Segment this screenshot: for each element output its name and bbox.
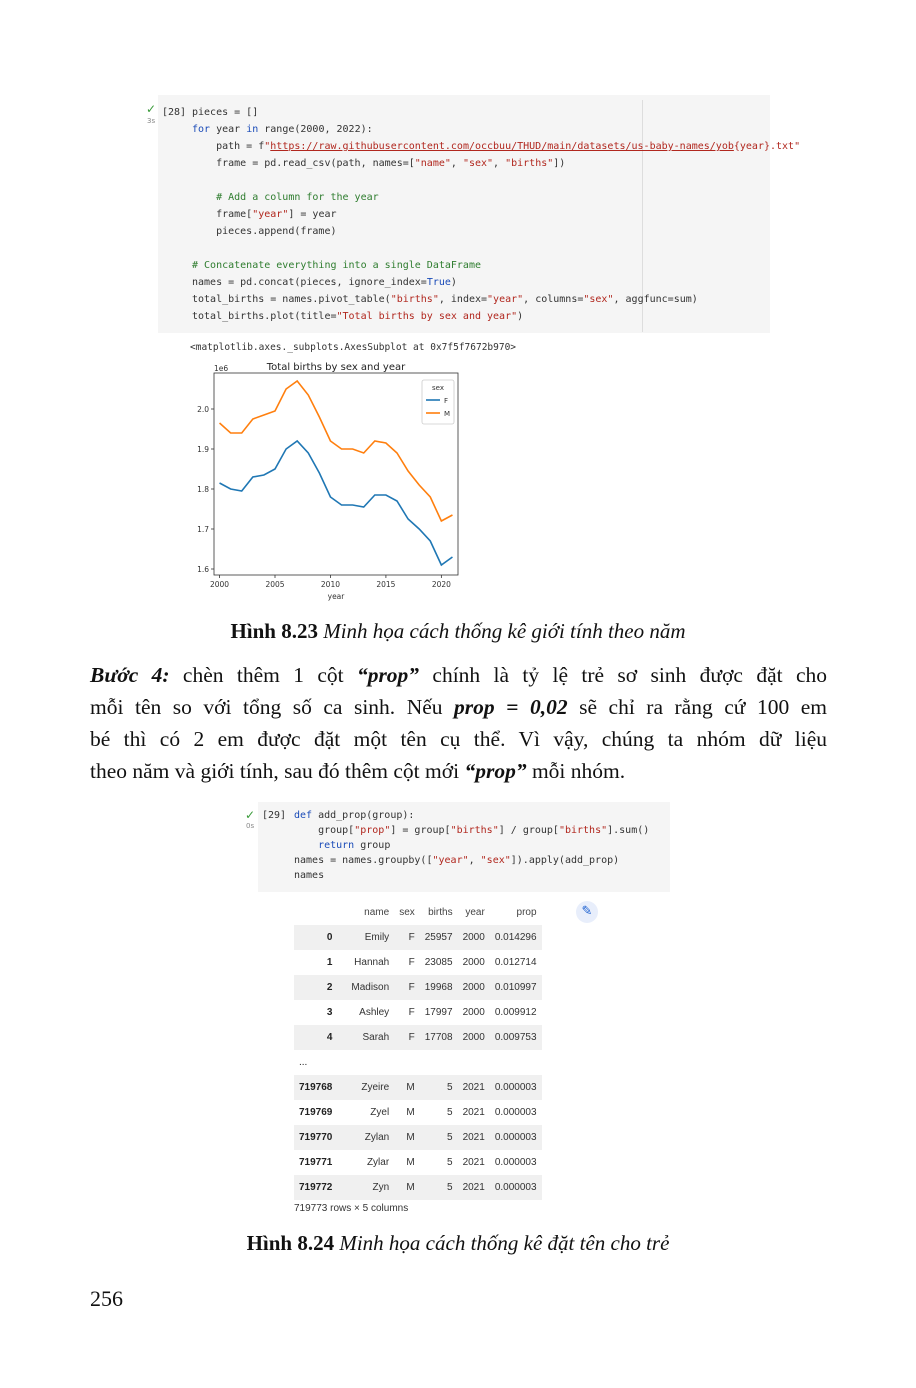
emphasis-text: “prop” xyxy=(464,759,527,783)
code-token: names = names.groupby([ xyxy=(294,855,433,866)
table-cell: 2021 xyxy=(458,1125,490,1150)
paragraph-text: sẽ chỉ ra rằng cứ 100 em xyxy=(567,695,827,719)
table-cell: 19968 xyxy=(420,975,458,1000)
table-cell: 17708 xyxy=(420,1025,458,1050)
row-index: 3 xyxy=(326,1007,333,1018)
code-token: total_births = names.pivot_table( xyxy=(192,294,391,305)
row-index: 719772 xyxy=(294,1175,346,1200)
table-cell: Zyel xyxy=(370,1107,390,1118)
code-token: , columns= xyxy=(523,294,584,305)
caption-label: Hình 8.23 xyxy=(230,619,318,643)
cell-2-code-line xyxy=(294,823,649,838)
table-cell: 0.009912 xyxy=(494,1007,537,1018)
cell-1-exec-time: 3s xyxy=(147,117,156,125)
cell-2-code-line xyxy=(294,868,649,883)
emphasis-text: “prop” xyxy=(356,663,420,687)
table-cell: Zyeire xyxy=(346,1075,394,1100)
code-token: ]) xyxy=(553,158,566,169)
table-cell: 0.009753 xyxy=(490,1025,542,1050)
table-cell xyxy=(420,1050,458,1075)
cell-1-code-line xyxy=(192,274,800,291)
x-tick-label: 2020 xyxy=(431,580,451,589)
table-cell xyxy=(490,1050,542,1075)
row-index: 0 xyxy=(294,925,346,950)
code-token: # Add a column for the year xyxy=(192,192,379,203)
cell-1-code xyxy=(192,104,800,325)
code-token: for xyxy=(192,124,211,135)
table-cell: 0.014296 xyxy=(490,925,542,950)
code-token: total_births.plot(title= xyxy=(192,311,337,322)
figure-caption-8-23 xyxy=(0,619,916,644)
row-index: 719771 xyxy=(299,1157,333,1168)
code-token: "sex" xyxy=(480,855,511,866)
column-header xyxy=(294,900,346,925)
cell-1-code-line xyxy=(192,121,800,138)
legend-entry-M: M xyxy=(444,410,451,418)
table-cell: 5 xyxy=(447,1157,453,1168)
column-header: prop xyxy=(516,907,537,918)
table-cell: 2021 xyxy=(462,1107,485,1118)
table-cell: 25957 xyxy=(420,925,458,950)
cell-1-code-line xyxy=(192,155,800,172)
cell-1-code-line xyxy=(192,223,800,240)
table-cell: M xyxy=(394,1075,420,1100)
table-row xyxy=(294,1150,542,1175)
table-cell xyxy=(458,1050,490,1075)
step-4-paragraph xyxy=(90,659,827,787)
paragraph-text: chèn thêm 1 cột xyxy=(169,663,357,687)
table-cell: F xyxy=(394,925,420,950)
y-tick-label: 1.8 xyxy=(197,485,209,494)
cell-2-code xyxy=(294,808,649,883)
cell-2-code-line xyxy=(294,808,649,823)
table-cell: Zylan xyxy=(346,1125,394,1150)
row-index: 1 xyxy=(326,957,333,968)
code-token: ) xyxy=(450,277,457,288)
code-token: def xyxy=(294,810,313,821)
dataframe-output xyxy=(294,900,542,1200)
table-cell: 2000 xyxy=(462,1007,485,1018)
caption-label-2: Hình 8.24 xyxy=(246,1231,335,1255)
table-cell: 2000 xyxy=(458,925,490,950)
caption-text-2: Minh họa cách thống kê đặt tên cho trẻ xyxy=(334,1231,670,1255)
legend-entry-F: F xyxy=(444,397,449,405)
table-cell: Madison xyxy=(346,975,394,1000)
table-cell: 5 xyxy=(447,1107,453,1118)
table-cell: F xyxy=(394,975,420,1000)
table-cell: 0.000003 xyxy=(490,1075,542,1100)
emphasis-text: Bước 4: xyxy=(90,663,170,687)
row-index: ... xyxy=(299,1057,308,1068)
chart-title: Total births by sex and year xyxy=(266,362,406,373)
births-line-chart xyxy=(186,358,466,608)
table-row xyxy=(294,925,542,950)
paragraph-line xyxy=(90,723,827,755)
cell-1-code-line xyxy=(192,138,800,155)
table-cell: 0.000003 xyxy=(494,1157,537,1168)
code-token: return xyxy=(294,840,355,851)
table-cell: F xyxy=(408,1007,415,1018)
figure-caption-8-24 xyxy=(0,1231,916,1256)
code-token: pieces.append(frame) xyxy=(192,226,337,237)
y-tick-label: 1.6 xyxy=(197,565,209,574)
table-row xyxy=(294,950,542,975)
page-number: 256 xyxy=(90,1286,123,1311)
table-cell: 0.000003 xyxy=(490,1175,542,1200)
table-cell: 0.012714 xyxy=(494,957,537,968)
row-index: 719769 xyxy=(299,1107,333,1118)
table-header-row xyxy=(294,900,542,925)
table-row xyxy=(294,1025,542,1050)
table-cell: M xyxy=(394,1175,420,1200)
paragraph-line xyxy=(90,755,827,787)
table-row xyxy=(294,1000,542,1025)
table-cell: M xyxy=(394,1125,420,1150)
table-cell: 2021 xyxy=(462,1157,485,1168)
cell-1-code-line xyxy=(192,308,800,325)
table-cell: Hannah xyxy=(354,957,390,968)
table-row xyxy=(294,1100,542,1125)
table-row xyxy=(294,1075,542,1100)
code-token: "name" xyxy=(414,158,451,169)
code-token: names = pd.concat(pieces, ignore_index= xyxy=(192,277,427,288)
code-token: ].sum() xyxy=(607,825,650,836)
code-token: "sex" xyxy=(462,158,494,169)
code-token: frame = pd.read_csv(path, names=[ xyxy=(192,158,415,169)
table-cell xyxy=(346,1050,394,1075)
y-offset-label: 1e6 xyxy=(214,364,229,373)
cell-1-code-line xyxy=(192,206,800,223)
code-token: "prop" xyxy=(354,825,391,836)
table-cell: 0.010997 xyxy=(490,975,542,1000)
code-token: ] / group[ xyxy=(498,825,559,836)
code-token: True xyxy=(426,277,451,288)
code-token: , aggfunc=sum) xyxy=(613,294,698,305)
table-cell: M xyxy=(406,1107,415,1118)
code-token: "births" xyxy=(390,294,439,305)
table-cell: 5 xyxy=(420,1125,458,1150)
code-token: # Concatenate everything into a single DataFrame xyxy=(192,260,481,271)
table-row xyxy=(294,1125,542,1150)
dataframe-shape: 719773 rows × 5 columns xyxy=(294,1203,409,1214)
cell-1-code-line xyxy=(192,104,800,121)
code-token: range(2000, 2022): xyxy=(258,124,373,135)
code-token: , index= xyxy=(438,294,488,305)
table-cell: F xyxy=(394,1025,420,1050)
code-token: , xyxy=(450,158,463,169)
cell-2-code-line xyxy=(294,838,649,853)
table-cell: Zyn xyxy=(346,1175,394,1200)
code-token: , xyxy=(493,158,506,169)
x-axis-label: year xyxy=(327,592,345,601)
table-cell: 2000 xyxy=(458,1025,490,1050)
cell-2-exec-time: 0s xyxy=(246,822,255,830)
dataframe-table xyxy=(294,900,542,1200)
code-token: add_prop(group): xyxy=(312,810,415,821)
x-tick-label: 2015 xyxy=(376,580,396,589)
cell-1-code-line xyxy=(192,240,800,257)
code-token: " xyxy=(264,141,271,152)
table-cell: F xyxy=(408,957,415,968)
run-status-check-icon: ✓ xyxy=(146,102,157,116)
magic-wand-icon[interactable]: ✎ xyxy=(576,901,598,923)
code-token: group xyxy=(354,840,391,851)
paragraph-line xyxy=(90,691,827,723)
series-line-F xyxy=(220,441,453,565)
code-token: names xyxy=(294,870,325,881)
column-header: sex xyxy=(399,907,415,918)
paragraph-text: theo năm và giới tính, sau đó thêm cột mới xyxy=(90,759,465,783)
caption-text: Minh họa cách thống kê giới tính theo năm xyxy=(317,619,686,643)
code-token: path = f xyxy=(192,141,265,152)
table-cell: 5 xyxy=(420,1175,458,1200)
cell-2-code-line xyxy=(294,853,649,868)
table-cell: M xyxy=(406,1157,415,1168)
table-cell: 17997 xyxy=(424,1007,453,1018)
plot-frame xyxy=(214,373,458,575)
table-cell: 0.000003 xyxy=(494,1107,537,1118)
table-row xyxy=(294,1175,542,1200)
code-token: "year" xyxy=(487,294,524,305)
table-cell: 2000 xyxy=(458,975,490,1000)
table-cell: 2000 xyxy=(462,957,485,968)
paragraph-text: bé thì có 2 em được đặt một tên cụ thể. Vì vậy, chúng ta nhóm dữ liệu xyxy=(90,727,827,751)
code-token: "year" xyxy=(252,209,289,220)
code-token: year xyxy=(210,124,247,135)
cell-1-code-line xyxy=(192,189,800,206)
table-cell: Emily xyxy=(346,925,394,950)
row-index: 719768 xyxy=(294,1075,346,1100)
code-token: "sex" xyxy=(583,294,614,305)
table-row xyxy=(294,1050,542,1075)
code-token: pieces = [] xyxy=(192,107,259,118)
table-cell xyxy=(394,1050,420,1075)
legend-title: sex xyxy=(432,384,444,392)
cell-1-code-line xyxy=(192,291,800,308)
y-tick-label: 1.9 xyxy=(197,445,209,454)
code-token: {year}.txt" xyxy=(733,141,801,152)
code-token: "births" xyxy=(558,825,608,836)
code-token: ]).apply(add_prop) xyxy=(510,855,620,866)
paragraph-text: mỗi tên so với tổng số ca sinh. Nếu xyxy=(90,695,455,719)
column-header: name xyxy=(364,907,390,918)
code-token: in xyxy=(246,124,259,135)
table-cell: 5 xyxy=(420,1075,458,1100)
code-token: "Total births by sex and year" xyxy=(336,311,518,322)
table-cell: 2021 xyxy=(458,1175,490,1200)
x-tick-label: 2010 xyxy=(320,580,341,589)
code-token: "year" xyxy=(432,855,469,866)
x-tick-label: 2005 xyxy=(265,580,285,589)
paragraph-line xyxy=(90,659,827,691)
cell-1-code-line xyxy=(192,257,800,274)
paragraph-text: chính là tỷ lệ trẻ sơ sinh được đặt cho xyxy=(419,663,827,687)
code-token: "births" xyxy=(505,158,554,169)
row-index: 2 xyxy=(294,975,346,1000)
code-token: "births" xyxy=(450,825,499,836)
y-tick-label: 2.0 xyxy=(197,405,209,414)
table-cell: Ashley xyxy=(359,1007,390,1018)
run-status-check-icon-2: ✓ xyxy=(245,808,256,822)
code-token: group[ xyxy=(294,825,355,836)
x-tick-label: 2000 xyxy=(209,580,230,589)
cell-1-code-line xyxy=(192,172,800,189)
y-tick-label: 1.7 xyxy=(197,525,209,534)
table-cell: 23085 xyxy=(424,957,453,968)
column-header: births xyxy=(428,907,453,918)
cell-1-exec-count: [28] xyxy=(162,107,187,118)
code-token: ] = group[ xyxy=(390,825,451,836)
table-cell: Sarah xyxy=(346,1025,394,1050)
code-token: https://raw.githubusercontent.com/occbuu/THUD/main/datasets/us-baby-names/yob xyxy=(270,141,734,152)
cell-2-exec-count: [29] xyxy=(262,810,287,821)
paragraph-text: mỗi nhóm. xyxy=(526,759,626,783)
table-row xyxy=(294,975,542,1000)
table-cell: 2021 xyxy=(458,1075,490,1100)
series-line-M xyxy=(220,381,453,521)
row-index: 719770 xyxy=(294,1125,346,1150)
column-header: year xyxy=(465,907,485,918)
row-index: 4 xyxy=(294,1025,346,1050)
code-token: frame[ xyxy=(192,209,253,220)
emphasis-text: prop = 0,02 xyxy=(454,695,568,719)
table-cell: Zylar xyxy=(366,1157,390,1168)
code-token: , xyxy=(468,855,481,866)
cell-1-output-text: <matplotlib.axes._subplots.AxesSubplot at 0x7f5f7672b970> xyxy=(190,342,517,353)
code-token: ] = year xyxy=(288,209,337,220)
code-token: ) xyxy=(517,311,524,322)
table-cell: 0.000003 xyxy=(490,1125,542,1150)
